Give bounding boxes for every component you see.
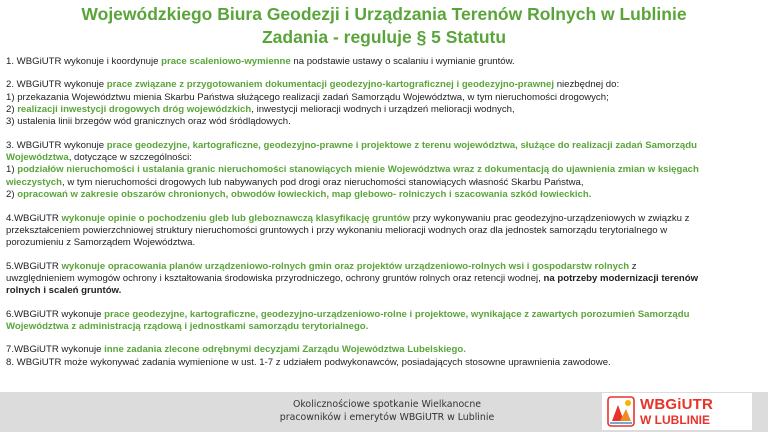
tasks-content — [6, 56, 764, 380]
highlight-run: realizacji inwestycji drogowych dróg wojewódzkich — [17, 104, 252, 116]
text-line — [6, 140, 764, 152]
text-line — [6, 152, 764, 164]
task-paragraph-7 — [6, 344, 764, 369]
text-run: , dotyczące w szczególności: — [68, 152, 192, 164]
logo-text-line-1: WBGiUTR — [640, 396, 714, 413]
text-line — [6, 213, 764, 225]
text-line: 3) ustalenia linii brzegów wód granicznych oraz wód śródlądowych. — [6, 116, 291, 128]
text-line — [6, 79, 764, 91]
text-line — [6, 189, 764, 201]
highlight-run: Województwa — [6, 152, 69, 164]
logo-text-line-2: W LUBLINIE — [640, 413, 710, 427]
task-paragraph-3 — [6, 140, 764, 201]
text-run: , inwestycji melioracji wodnych i urządzeń melioracji wodnych, — [251, 104, 515, 116]
footer-line-2: pracowników i emerytów WBGiUTR w Lublinie — [279, 412, 495, 423]
text-run: 3. WBGiUTR wykonuje — [6, 139, 107, 151]
text-run: na podstawie ustawy o scalaniu i wymianie gruntów. — [290, 56, 515, 67]
text-line — [6, 273, 764, 285]
text-line — [6, 309, 764, 321]
text-run: uwzględnieniem wymogów ochrony i kształtowania środowiska przyrodniczego, ochrony gruntów rolnych oraz retencji wodnej, — [6, 272, 544, 284]
text-line — [6, 56, 764, 68]
highlight-run: prace geodezyjne, kartograficzne, geodezyjno-urządzeniowo-rolne i projektowe, wynikające z zawartych porozumień Samorządu — [104, 308, 690, 320]
text-line: 1) przekazania Województwu mienia Skarbu Państwa służącego realizacji zadań Samorządu Województwa, w tym nieruchomości drogowych; — [6, 91, 609, 103]
task-paragraph-1 — [6, 56, 764, 68]
text-run: przy wykonywaniu prac geodezyjno-urządzeniowych w związku z — [410, 212, 690, 224]
text-line: porozumieniu z Samorządem Województwa. — [6, 237, 196, 249]
text-line: rolnych i scaleń gruntów. — [6, 285, 122, 297]
text-run: 1. WBGiUTR wykonuje i koordynuje — [6, 56, 162, 67]
task-paragraph-2 — [6, 79, 764, 128]
text-line — [6, 344, 764, 356]
highlight-run: wykonuje opinie o pochodzeniu gleb lub gleboznawczą klasyfikację gruntów — [61, 212, 411, 224]
footer-line-1: Okolicznościowe spotkanie Wielkanocne — [292, 399, 482, 410]
text-line: przekształceniem powierzchniowej struktury nieruchomości gruntowych i przy wykonaniu melioracji wodnych oraz dla jednostek samorządu terytorialnego w — [6, 224, 668, 236]
text-run: niezbędnej do: — [554, 79, 620, 91]
text-run: z — [629, 260, 637, 272]
highlight-run: prace scaleniowo-wymienne — [161, 56, 291, 67]
highlight-run: prace geodezyjne, kartograficzne, geodezyjno-prawne i projektowe z terenu województwa, służące do realizacji zadań Samorządu — [106, 139, 697, 151]
footer-caption — [232, 398, 542, 424]
highlight-run: wieczystych — [6, 176, 62, 188]
text-run: 2) — [6, 104, 18, 116]
text-run: 5.WBGiUTR — [6, 260, 62, 272]
slide-title — [0, 3, 768, 49]
task-paragraph-4 — [6, 213, 764, 250]
highlight-run: prace związane z przygotowaniem dokumentacji geodezyjno-kartograficznej i geodezyjno-prawnej — [106, 79, 555, 91]
text-run: 6.WBGiUTR wykonuje — [6, 308, 105, 320]
text-line — [6, 261, 764, 273]
highlight-run: podziałów nieruchomości i ustalania granic nieruchomości stanowiących mienie Województwa wraz z dokumentacją do ujawnienia zmian w księgach — [17, 164, 699, 176]
text-line: 8. WBGiUTR może wykonywać zadania wymienione w ust. 1-7 z udziałem podwykonawców, posiadających stosowne uprawnienia zawodowe. — [6, 356, 611, 368]
bold-run: na potrzeby modernizacji terenów — [543, 272, 699, 284]
text-run: 7.WBGiUTR wykonuje — [6, 344, 105, 356]
text-line — [6, 104, 764, 116]
task-paragraph-5 — [6, 261, 764, 298]
wbgiutr-logo — [602, 393, 752, 430]
text-run: 4.WBGiUTR — [6, 212, 62, 224]
text-line — [6, 164, 764, 176]
highlight-run: inne zadania zlecone odrębnymi decyzjami Zarządu Województwa Lubelskiego. — [104, 344, 466, 356]
task-paragraph-6 — [6, 309, 764, 334]
text-line: Województwa z administracją rządową i jednostkami samorządu terytorialnego. — [6, 320, 369, 332]
text-run: 2. WBGiUTR wykonuje — [6, 79, 107, 91]
wbgiutr-logo-mark-icon — [606, 395, 636, 428]
text-run: 1) — [6, 164, 18, 176]
text-line — [6, 177, 764, 189]
title-line-1: Wojewódzkiego Biura Geodezji i Urządzania Terenów Rolnych w Lublinie — [81, 4, 687, 24]
highlight-run: wykonuje opracowania planów urządzeniowo-rolnych gmin oraz projektów urządzeniowo-rolnych wsi i gospodarstw rolnych — [61, 260, 630, 272]
text-run: 2) — [6, 189, 18, 201]
text-run: , w tym nieruchomości drogowych lub nabywanych pod drogi oraz nieruchomości stanowiących własność Skarbu Państwa, — [62, 176, 584, 188]
highlight-run: opracowań w zakresie obszarów chronionych, obwodów łowieckich, map glebowo- rolniczych i szacowania szkód łowieckich. — [17, 189, 592, 201]
title-line-2: Zadania - reguluje § 5 Statutu — [261, 27, 507, 47]
